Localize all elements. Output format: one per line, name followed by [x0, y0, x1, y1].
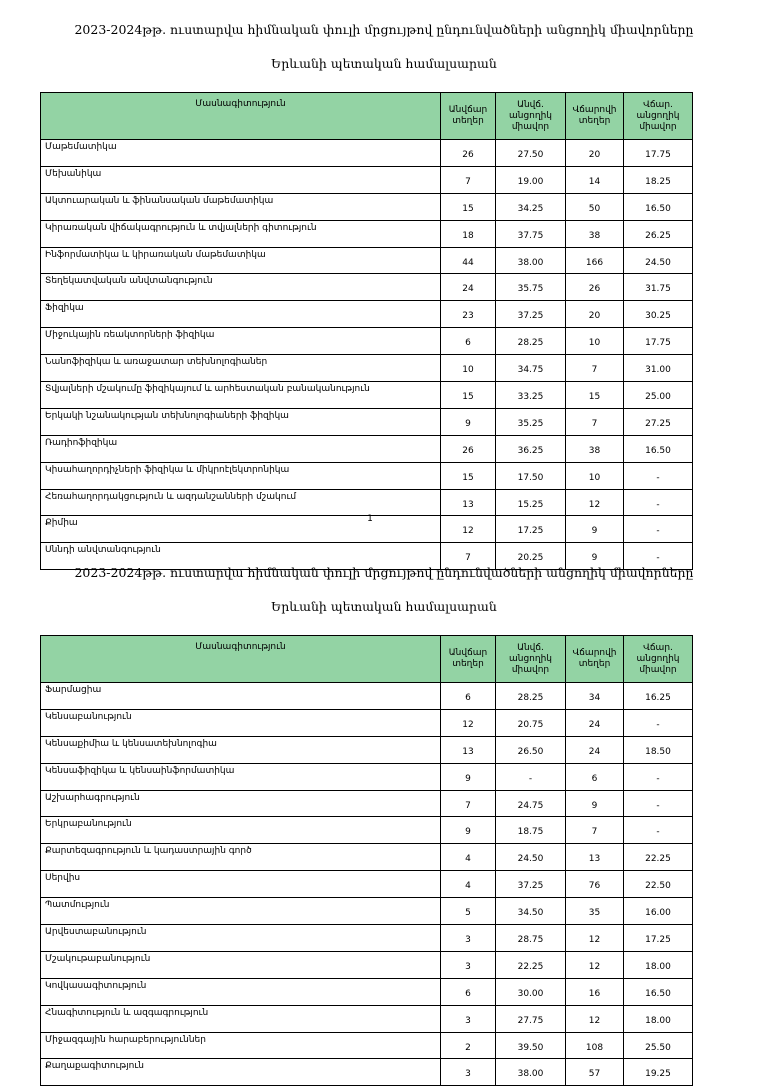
header-free-places: Անվճար տեղեր	[441, 93, 496, 140]
paid-passing-score-cell: 31.75	[624, 274, 693, 301]
table-row	[41, 790, 693, 817]
table-row	[41, 328, 693, 355]
specialty-cell: Երկրաբանություն	[41, 817, 441, 844]
paid-places-cell: 20	[566, 140, 624, 167]
free-passing-score-cell: 17.50	[496, 462, 566, 489]
table-row	[41, 925, 693, 952]
paid-passing-score-cell: 30.25	[624, 301, 693, 328]
free-passing-score-cell: 35.75	[496, 274, 566, 301]
free-passing-score-cell: 37.25	[496, 301, 566, 328]
free-places-cell: 26	[441, 435, 496, 462]
specialty-cell: Ռադիոֆիզիկա	[41, 435, 441, 462]
paid-places-cell: 10	[566, 462, 624, 489]
free-passing-score-cell: 24.50	[496, 844, 566, 871]
free-places-cell: 4	[441, 844, 496, 871]
free-passing-score-cell: 24.75	[496, 790, 566, 817]
table-row	[41, 978, 693, 1005]
free-passing-score-cell: 26.50	[496, 736, 566, 763]
paid-passing-score-cell: -	[624, 790, 693, 817]
table-row	[41, 435, 693, 462]
paid-passing-score-cell: 16.50	[624, 435, 693, 462]
table-row	[41, 709, 693, 736]
paid-places-cell: 12	[566, 925, 624, 952]
paid-passing-score-cell: -	[624, 709, 693, 736]
free-places-cell: 13	[441, 489, 496, 516]
specialty-cell: Ֆարմացիա	[41, 683, 441, 710]
paid-passing-score-cell: -	[624, 516, 693, 543]
specialty-cell: Սննդի անվտանգություն	[41, 543, 441, 570]
free-passing-score-cell: 34.25	[496, 193, 566, 220]
free-passing-score-cell: 17.25	[496, 516, 566, 543]
paid-passing-score-cell: 17.75	[624, 140, 693, 167]
free-places-cell: 18	[441, 220, 496, 247]
paid-passing-score-cell: 24.50	[624, 247, 693, 274]
free-places-cell: 4	[441, 871, 496, 898]
free-passing-score-cell: 27.50	[496, 140, 566, 167]
paid-places-cell: 57	[566, 1059, 624, 1086]
free-places-cell: 15	[441, 193, 496, 220]
free-places-cell: 2	[441, 1032, 496, 1059]
paid-places-cell: 20	[566, 301, 624, 328]
table-row	[41, 408, 693, 435]
table-row	[41, 382, 693, 409]
paid-places-cell: 34	[566, 683, 624, 710]
paid-places-cell: 7	[566, 408, 624, 435]
free-places-cell: 6	[441, 328, 496, 355]
page-title: 2023-2024թթ. ուստարվա հիմնական փուլի մրցույթով ընդունվածների անցողիկ միավորները	[74, 22, 694, 37]
paid-passing-score-cell: 18.00	[624, 1005, 693, 1032]
table-row	[41, 462, 693, 489]
table-row	[41, 489, 693, 516]
specialty-cell: Մեխանիկա	[41, 166, 441, 193]
free-passing-score-cell: 36.25	[496, 435, 566, 462]
paid-passing-score-cell: -	[624, 543, 693, 570]
paid-places-cell: 7	[566, 355, 624, 382]
free-passing-score-cell: 33.25	[496, 382, 566, 409]
paid-passing-score-cell: 18.50	[624, 736, 693, 763]
admission-scores-table	[40, 92, 693, 570]
specialty-cell: Քիմիա	[41, 516, 441, 543]
paid-passing-score-cell: -	[624, 462, 693, 489]
free-places-cell: 12	[441, 709, 496, 736]
paid-passing-score-cell: 16.50	[624, 193, 693, 220]
paid-passing-score-cell: 31.00	[624, 355, 693, 382]
specialty-cell: Հնագիտություն և ազգագրություն	[41, 1005, 441, 1032]
table-row	[41, 140, 693, 167]
free-passing-score-cell: 20.75	[496, 709, 566, 736]
free-passing-score-cell: 18.75	[496, 817, 566, 844]
paid-places-cell: 16	[566, 978, 624, 1005]
free-passing-score-cell: 37.75	[496, 220, 566, 247]
paid-places-cell: 6	[566, 763, 624, 790]
specialty-cell: Աշխարհագրություն	[41, 790, 441, 817]
table-row	[41, 871, 693, 898]
specialty-cell: Սերվիս	[41, 871, 441, 898]
free-places-cell: 44	[441, 247, 496, 274]
paid-passing-score-cell: 19.25	[624, 1059, 693, 1086]
table-row	[41, 247, 693, 274]
paid-places-cell: 7	[566, 817, 624, 844]
specialty-cell: Քաղաքագիտություն	[41, 1059, 441, 1086]
specialty-cell: Արվեստաբանություն	[41, 925, 441, 952]
table-row	[41, 355, 693, 382]
paid-places-cell: 13	[566, 844, 624, 871]
table-row	[41, 817, 693, 844]
header-free-places: Անվճար տեղեր	[441, 636, 496, 683]
header-free-passing-score: Անվճ. անցողիկ միավոր	[496, 93, 566, 140]
specialty-cell: Տեղեկատվական անվտանգություն	[41, 274, 441, 301]
paid-places-cell: 12	[566, 951, 624, 978]
free-places-cell: 26	[441, 140, 496, 167]
free-places-cell: 3	[441, 925, 496, 952]
paid-places-cell: 9	[566, 543, 624, 570]
paid-places-cell: 12	[566, 489, 624, 516]
paid-places-cell: 50	[566, 193, 624, 220]
paid-places-cell: 14	[566, 166, 624, 193]
paid-passing-score-cell: 16.25	[624, 683, 693, 710]
free-passing-score-cell: 35.25	[496, 408, 566, 435]
specialty-cell: Քարտեզագրություն և կադաստրային գործ	[41, 844, 441, 871]
table-row	[41, 763, 693, 790]
page-number: 1	[367, 514, 373, 524]
paid-places-cell: 35	[566, 898, 624, 925]
free-places-cell: 9	[441, 408, 496, 435]
free-passing-score-cell: 37.25	[496, 871, 566, 898]
paid-places-cell: 24	[566, 709, 624, 736]
header-paid-passing-score: Վճար. անցողիկ միավոր	[624, 636, 693, 683]
specialty-cell: Մշակութաբանություն	[41, 951, 441, 978]
free-passing-score-cell: 22.25	[496, 951, 566, 978]
paid-passing-score-cell: 22.25	[624, 844, 693, 871]
specialty-cell: Կենսաֆիզիկա և կենսաինֆորմատիկա	[41, 763, 441, 790]
table-row	[41, 274, 693, 301]
free-passing-score-cell: -	[496, 763, 566, 790]
free-places-cell: 6	[441, 978, 496, 1005]
specialty-cell: Ինֆորմատիկա և կիրառական մաթեմատիկա	[41, 247, 441, 274]
specialty-cell: Կովկասագիտություն	[41, 978, 441, 1005]
table-row	[41, 683, 693, 710]
paid-passing-score-cell: 16.00	[624, 898, 693, 925]
free-places-cell: 10	[441, 355, 496, 382]
paid-passing-score-cell: -	[624, 763, 693, 790]
specialty-cell: Կենսաբանություն	[41, 709, 441, 736]
table-row	[41, 1059, 693, 1086]
paid-places-cell: 9	[566, 516, 624, 543]
paid-passing-score-cell: 18.25	[624, 166, 693, 193]
free-passing-score-cell: 34.75	[496, 355, 566, 382]
table-row	[41, 1005, 693, 1032]
free-passing-score-cell: 34.50	[496, 898, 566, 925]
table-row	[41, 951, 693, 978]
page-title: 2023-2024թթ. ուստարվա հիմնական փուլի մրցույթով ընդունվածների անցողիկ միավորները	[74, 565, 694, 580]
free-places-cell: 12	[441, 516, 496, 543]
free-places-cell: 15	[441, 382, 496, 409]
free-places-cell: 9	[441, 817, 496, 844]
free-places-cell: 3	[441, 1059, 496, 1086]
paid-passing-score-cell: 18.00	[624, 951, 693, 978]
table-header-row	[41, 636, 693, 683]
specialty-cell: Երկակի նշանակության տեխնոլոգիաների ֆիզիկա	[41, 408, 441, 435]
admission-scores-table	[40, 635, 693, 1086]
table-header-row	[41, 93, 693, 140]
header-paid-places: Վճարովի տեղեր	[566, 636, 624, 683]
table-row	[41, 898, 693, 925]
header-specialty: Մասնագիտություն	[41, 93, 441, 140]
free-places-cell: 9	[441, 763, 496, 790]
paid-places-cell: 10	[566, 328, 624, 355]
free-places-cell: 7	[441, 543, 496, 570]
specialty-cell: Տվյալների մշակումը ֆիզիկայում և արհեստական բանականություն	[41, 382, 441, 409]
table-row	[41, 220, 693, 247]
specialty-cell: Մաթեմատիկա	[41, 140, 441, 167]
free-places-cell: 6	[441, 683, 496, 710]
free-passing-score-cell: 15.25	[496, 489, 566, 516]
paid-places-cell: 9	[566, 790, 624, 817]
free-places-cell: 3	[441, 951, 496, 978]
table-row	[41, 193, 693, 220]
free-places-cell: 24	[441, 274, 496, 301]
specialty-cell: Կիրառական վիճակագրություն և տվյալների գիտություն	[41, 220, 441, 247]
paid-passing-score-cell: 25.50	[624, 1032, 693, 1059]
paid-passing-score-cell: 17.25	[624, 925, 693, 952]
header-paid-passing-score: Վճար. անցողիկ միավոր	[624, 93, 693, 140]
specialty-cell: Միջազգային հարաբերություններ	[41, 1032, 441, 1059]
paid-passing-score-cell: -	[624, 489, 693, 516]
free-passing-score-cell: 38.00	[496, 1059, 566, 1086]
free-places-cell: 23	[441, 301, 496, 328]
paid-places-cell: 12	[566, 1005, 624, 1032]
specialty-cell: Կենսաքիմիա և կենսատեխնոլոգիա	[41, 736, 441, 763]
free-passing-score-cell: 27.75	[496, 1005, 566, 1032]
header-free-passing-score: Անվճ. անցողիկ միավոր	[496, 636, 566, 683]
paid-places-cell: 166	[566, 247, 624, 274]
free-passing-score-cell: 30.00	[496, 978, 566, 1005]
free-places-cell: 3	[441, 1005, 496, 1032]
header-specialty: Մասնագիտություն	[41, 636, 441, 683]
free-passing-score-cell: 28.25	[496, 328, 566, 355]
university-name: Երևանի պետական համալսարան	[271, 599, 497, 614]
university-name: Երևանի պետական համալսարան	[271, 56, 497, 71]
free-places-cell: 5	[441, 898, 496, 925]
paid-places-cell: 38	[566, 435, 624, 462]
table-row	[41, 736, 693, 763]
paid-places-cell: 38	[566, 220, 624, 247]
free-places-cell: 7	[441, 166, 496, 193]
paid-passing-score-cell: 17.75	[624, 328, 693, 355]
header-paid-places: Վճարովի տեղեր	[566, 93, 624, 140]
paid-passing-score-cell: -	[624, 817, 693, 844]
free-passing-score-cell: 20.25	[496, 543, 566, 570]
paid-passing-score-cell: 16.50	[624, 978, 693, 1005]
paid-passing-score-cell: 25.00	[624, 382, 693, 409]
free-passing-score-cell: 39.50	[496, 1032, 566, 1059]
specialty-cell: Ակտուարական և ֆինանսական մաթեմատիկա	[41, 193, 441, 220]
table-row	[41, 844, 693, 871]
free-passing-score-cell: 38.00	[496, 247, 566, 274]
free-passing-score-cell: 19.00	[496, 166, 566, 193]
specialty-cell: Միջուկային ռեակտորների ֆիզիկա	[41, 328, 441, 355]
table-row	[41, 301, 693, 328]
free-places-cell: 15	[441, 462, 496, 489]
free-passing-score-cell: 28.25	[496, 683, 566, 710]
free-places-cell: 13	[441, 736, 496, 763]
specialty-cell: Պատմություն	[41, 898, 441, 925]
paid-passing-score-cell: 26.25	[624, 220, 693, 247]
paid-places-cell: 24	[566, 736, 624, 763]
specialty-cell: Կիսահաղորդիչների ֆիզիկա և միկրոէլեկտրոնիկա	[41, 462, 441, 489]
paid-places-cell: 76	[566, 871, 624, 898]
paid-passing-score-cell: 22.50	[624, 871, 693, 898]
paid-places-cell: 15	[566, 382, 624, 409]
paid-passing-score-cell: 27.25	[624, 408, 693, 435]
table-row	[41, 166, 693, 193]
free-places-cell: 7	[441, 790, 496, 817]
table-row	[41, 1032, 693, 1059]
specialty-cell: Ֆիզիկա	[41, 301, 441, 328]
paid-places-cell: 26	[566, 274, 624, 301]
specialty-cell: Նանոֆիզիկա և առաջատար տեխնոլոգիաներ	[41, 355, 441, 382]
specialty-cell: Հեռահաղորդակցություն և ազդանշանների մշակում	[41, 489, 441, 516]
free-passing-score-cell: 28.75	[496, 925, 566, 952]
paid-places-cell: 108	[566, 1032, 624, 1059]
